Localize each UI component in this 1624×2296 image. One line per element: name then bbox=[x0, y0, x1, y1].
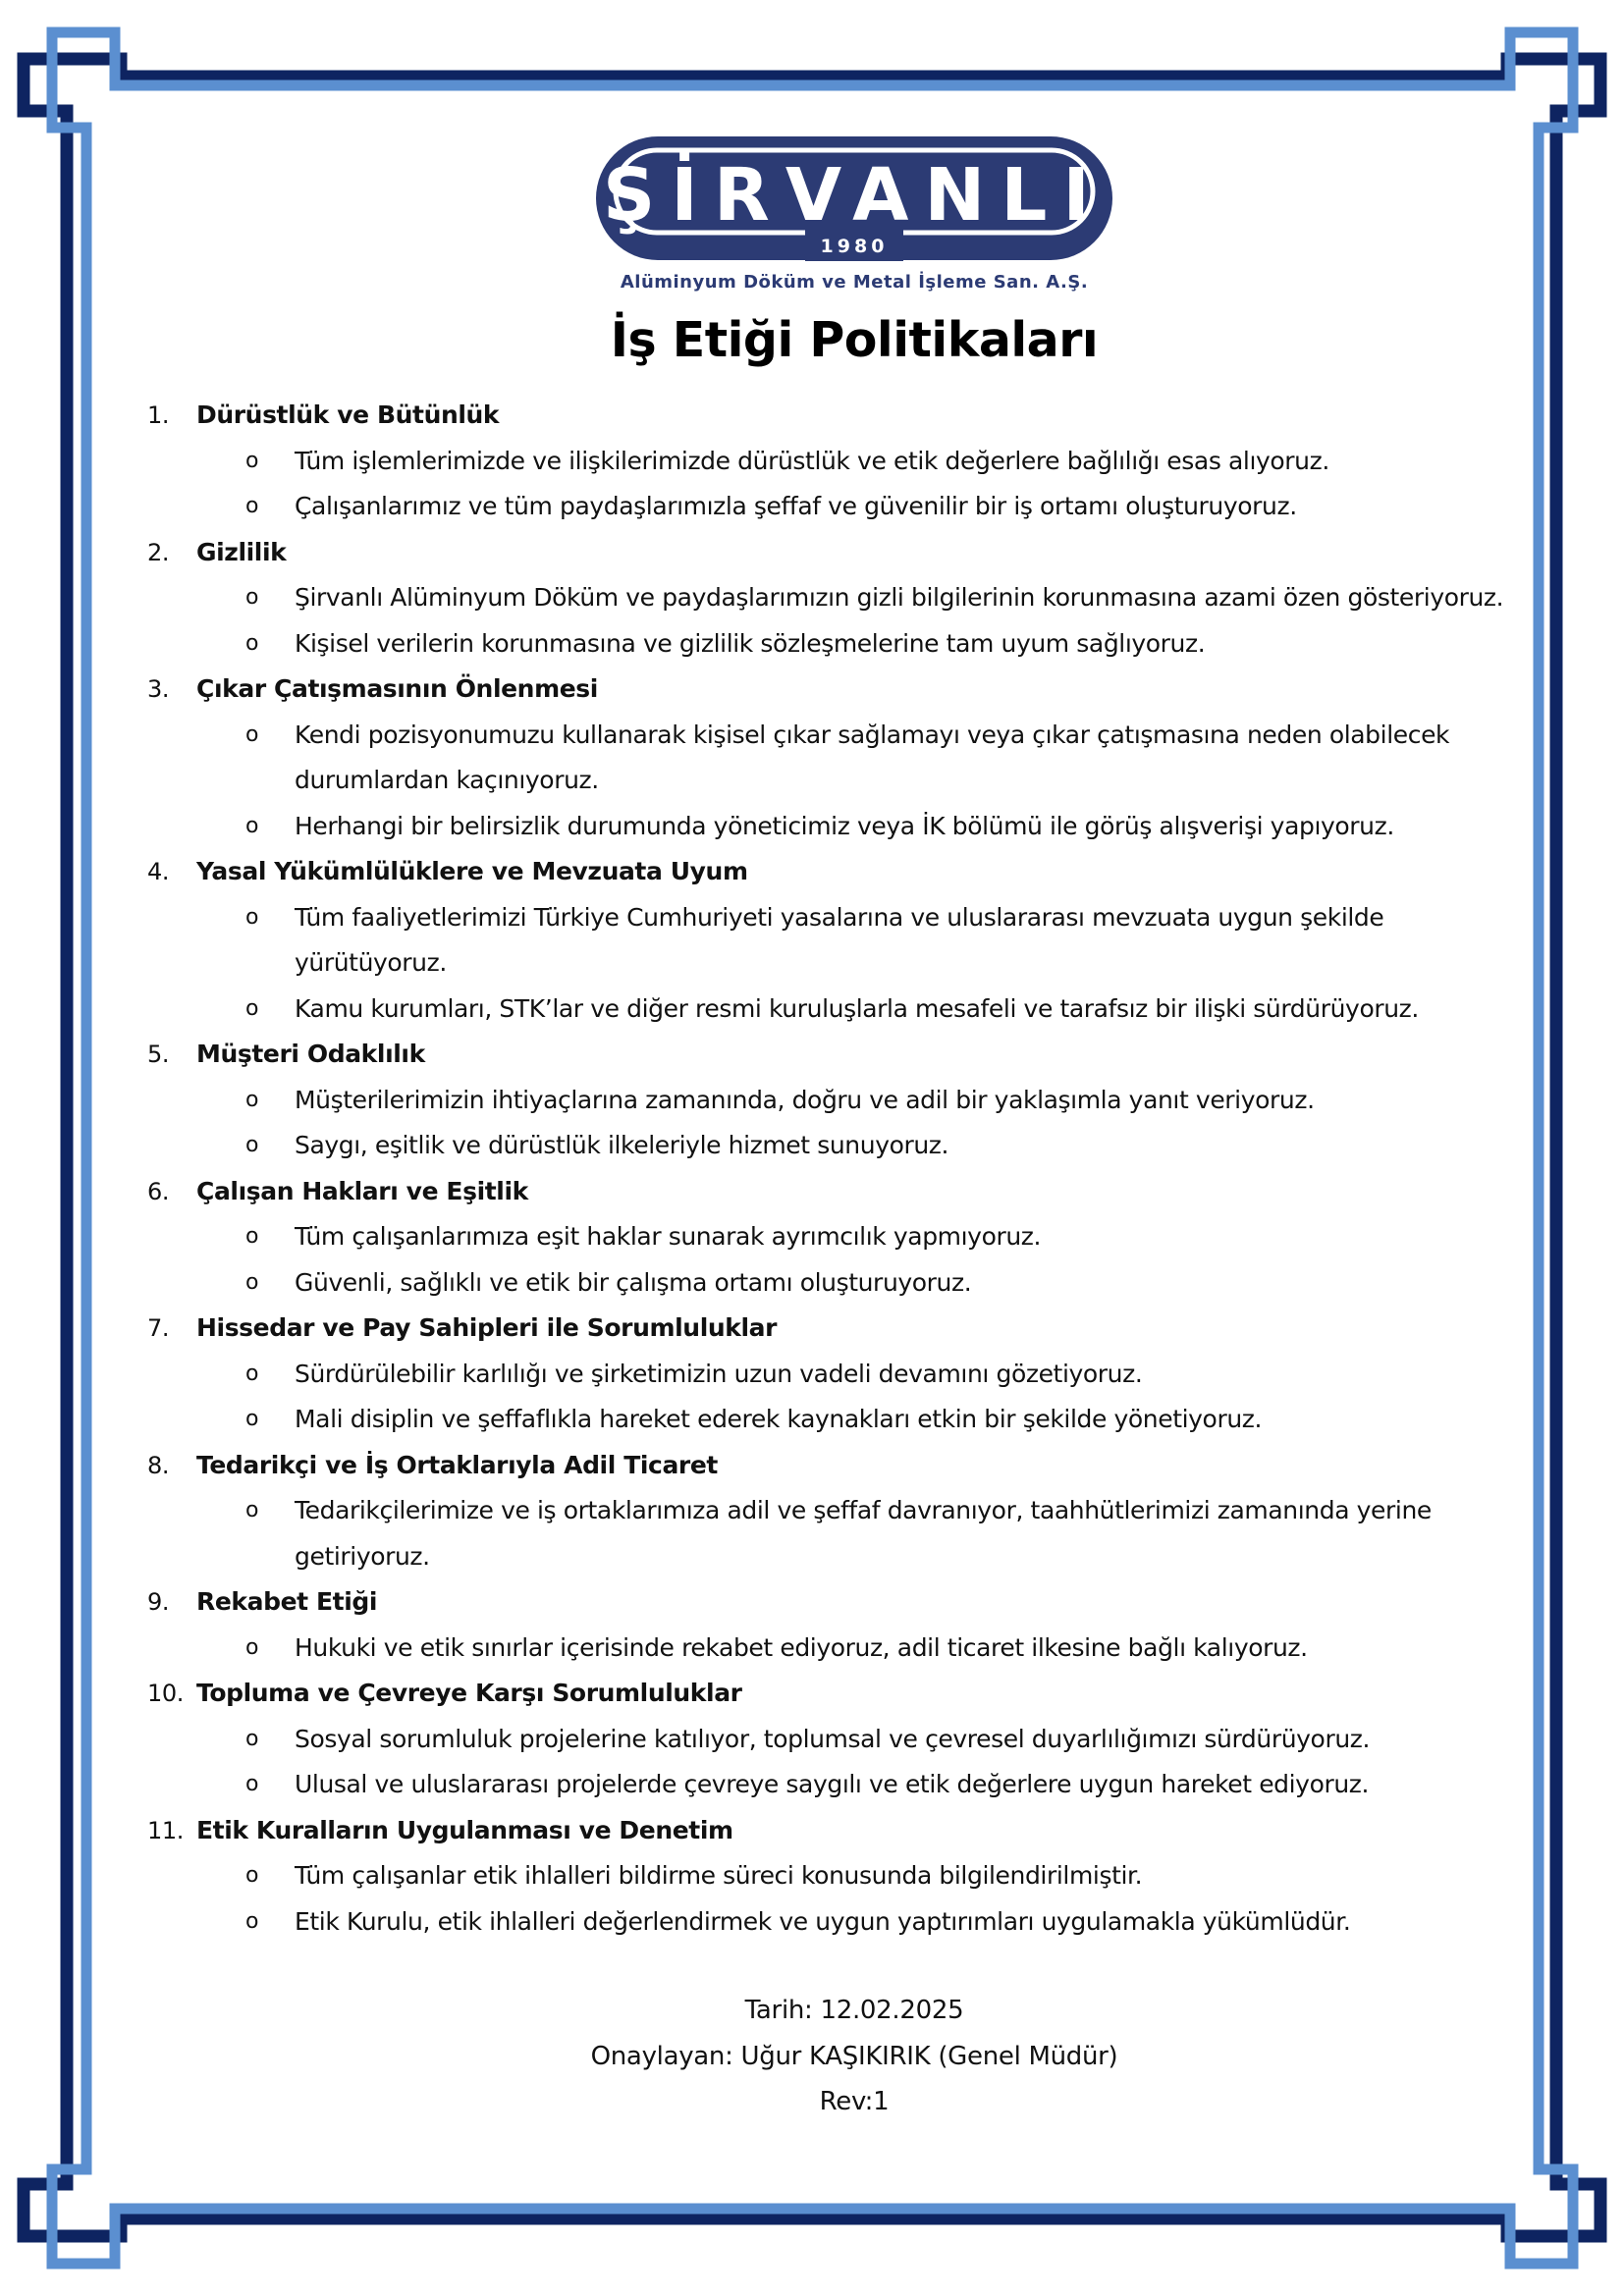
section-heading bbox=[0, 849, 1624, 895]
policy-section bbox=[0, 849, 1624, 1032]
hollow-bullet-icon: o bbox=[245, 1361, 259, 1386]
hollow-bullet-icon: o bbox=[245, 1269, 259, 1295]
section-items bbox=[0, 1853, 1624, 1945]
policy-section bbox=[0, 393, 1624, 530]
section-title: Dürüstlük ve Bütünlük bbox=[196, 400, 500, 429]
footer-revision: Rev:1 bbox=[819, 2087, 890, 2116]
list-item bbox=[0, 1717, 1624, 1763]
page-title: İş Etiği Politikaları bbox=[610, 312, 1099, 368]
list-item-text: Tüm işlemlerimizde ve ilişkilerimizde dürüstlük ve etik değerlere bağlılığı esas alıyoruz. bbox=[295, 446, 1329, 475]
section-number: 6. bbox=[147, 1177, 170, 1205]
list-item-text: Çalışanlarımız ve tüm paydaşlarımızla şeffaf ve güvenilir bir iş ortamı oluşturuyoruz. bbox=[295, 492, 1297, 520]
section-heading bbox=[0, 1808, 1624, 1854]
hollow-bullet-icon: o bbox=[245, 721, 259, 747]
logo-year: 1980 bbox=[820, 236, 889, 257]
list-item-text: Güvenli, sağlıklı ve etik bir çalışma ortamı oluşturuyoruz. bbox=[295, 1267, 972, 1297]
list-item bbox=[0, 1762, 1624, 1808]
list-item-text: Sürdürülebilir karlılığı ve şirketimizin uzun vadeli devamını gözetiyoruz. bbox=[295, 1359, 1143, 1388]
section-items bbox=[0, 895, 1624, 1033]
hollow-bullet-icon: o bbox=[245, 1407, 259, 1431]
section-title: Tedarikçi ve İş Ortaklarıyla Adil Ticaret bbox=[196, 1450, 718, 1479]
list-item bbox=[0, 804, 1624, 850]
list-item-text: Şirvanlı Alüminyum Döküm ve paydaşlarımızın gizli bilgilerinin korunmasına azami özen gösteriyoruz. bbox=[295, 583, 1504, 612]
footer-approved-by: Onaylayan: Uğur KAŞIKIRIK (Genel Müdür) bbox=[590, 2041, 1118, 2071]
section-number: 4. bbox=[147, 858, 170, 885]
hollow-bullet-icon: o bbox=[245, 995, 259, 1021]
list-item bbox=[0, 575, 1624, 621]
list-item-text: Mali disiplin ve şeffaflıkla hareket ederek kaynakları etkin bir şekilde yönetiyoruz. bbox=[295, 1405, 1263, 1433]
section-heading bbox=[0, 1032, 1624, 1078]
policy-section bbox=[0, 667, 1624, 849]
hollow-bullet-icon: o bbox=[245, 1133, 259, 1157]
footer-date: Tarih: 12.02.2025 bbox=[744, 1996, 964, 2025]
section-items bbox=[0, 439, 1624, 530]
hollow-bullet-icon: o bbox=[245, 1908, 259, 1934]
section-title: Hissedar ve Pay Sahipleri ile Sorumluluklar bbox=[196, 1313, 778, 1342]
policy-section bbox=[0, 1579, 1624, 1671]
section-items bbox=[0, 1717, 1624, 1808]
section-items bbox=[0, 1488, 1624, 1579]
logo-tagline: Alüminyum Döküm ve Metal İşleme San. A.Ş. bbox=[620, 272, 1089, 293]
hollow-bullet-icon: o bbox=[245, 904, 259, 930]
section-heading bbox=[0, 1579, 1624, 1626]
list-item-text: Etik Kurulu, etik ihlalleri değerlendirmek ve uygun yaptırımları uygulamakla yükümlüdür. bbox=[295, 1906, 1351, 1936]
section-heading bbox=[0, 1306, 1624, 1352]
section-title: Topluma ve Çevreye Karşı Sorumluluklar bbox=[196, 1679, 742, 1707]
section-title: Çıkar Çatışmasının Önlenmesi bbox=[196, 674, 598, 703]
policy-list bbox=[0, 393, 1624, 1945]
list-item bbox=[0, 1853, 1624, 1899]
list-item bbox=[0, 1397, 1624, 1443]
list-item-text: Kamu kurumları, STK’lar ve diğer resmi kuruluşlarla mesafeli ve tarafsız bir ilişki sürdürüyoruz. bbox=[295, 993, 1419, 1023]
list-item bbox=[0, 1214, 1624, 1260]
policy-section bbox=[0, 1032, 1624, 1169]
section-number: 3. bbox=[147, 675, 170, 703]
section-number: 8. bbox=[147, 1451, 170, 1479]
list-item-text: Hukuki ve etik sınırlar içerisinde rekabet ediyoruz, adil ticaret ilkesine bağlı kalıyoruz. bbox=[295, 1632, 1308, 1662]
section-title: Rekabet Etiği bbox=[196, 1587, 378, 1616]
hollow-bullet-icon: o bbox=[245, 630, 259, 656]
section-number: 7. bbox=[147, 1314, 170, 1342]
policy-section bbox=[0, 1671, 1624, 1808]
section-heading bbox=[0, 1443, 1624, 1489]
policy-section bbox=[0, 1169, 1624, 1307]
section-items bbox=[0, 713, 1624, 850]
hollow-bullet-icon: o bbox=[245, 494, 259, 518]
section-title: Yasal Yükümlülüklere ve Mevzuata Uyum bbox=[196, 857, 748, 885]
section-title: Müşteri Odaklılık bbox=[196, 1040, 425, 1068]
section-heading bbox=[0, 393, 1624, 439]
list-item-text: Saygı, eşitlik ve dürüstlük ilkeleriyle hizmet sunuyoruz. bbox=[295, 1131, 949, 1159]
policy-section bbox=[0, 1443, 1624, 1580]
list-item-text: Tüm faaliyetlerimizi Türkiye Cumhuriyeti yasalarına ve uluslararası mevzuata uygun şekilde yürütüyoruz. bbox=[295, 902, 1384, 977]
hollow-bullet-icon: o bbox=[245, 813, 259, 838]
hollow-bullet-icon: o bbox=[245, 1224, 259, 1249]
section-items bbox=[0, 1214, 1624, 1306]
section-title: Gizlilik bbox=[196, 537, 287, 566]
section-items bbox=[0, 1352, 1624, 1443]
section-items bbox=[0, 1078, 1624, 1169]
section-number: 2. bbox=[147, 538, 170, 566]
list-item bbox=[0, 713, 1624, 804]
section-items bbox=[0, 575, 1624, 667]
hollow-bullet-icon: o bbox=[245, 1726, 259, 1751]
hollow-bullet-icon: o bbox=[245, 448, 259, 473]
list-item bbox=[0, 439, 1624, 485]
list-item bbox=[0, 987, 1624, 1033]
list-item bbox=[0, 1078, 1624, 1124]
policy-section bbox=[0, 530, 1624, 667]
list-item bbox=[0, 621, 1624, 667]
list-item bbox=[0, 895, 1624, 987]
list-item-text: Ulusal ve uluslararası projelerde çevreye saygılı ve etik değerlere uygun hareket ediyoruz. bbox=[295, 1770, 1370, 1798]
hollow-bullet-icon: o bbox=[245, 585, 259, 610]
section-number: 1. bbox=[147, 401, 170, 429]
list-item-text: Sosyal sorumluluk projelerine katılıyor, toplumsal ve çevresel duyarlılığımızı sürdürüyoruz. bbox=[295, 1724, 1371, 1753]
list-item bbox=[0, 1352, 1624, 1398]
section-title: Çalışan Hakları ve Eşitlik bbox=[196, 1176, 528, 1205]
list-item-text: Tüm çalışanlarımıza eşit haklar sunarak ayrımcılık yapmıyoruz. bbox=[295, 1222, 1042, 1251]
list-item-text: Müşterilerimizin ihtiyaçlarına zamanında, doğru ve adil bir yaklaşımla yanıt veriyoruz. bbox=[295, 1085, 1315, 1114]
section-items bbox=[0, 1626, 1624, 1672]
hollow-bullet-icon: o bbox=[245, 1772, 259, 1796]
section-title: Etik Kuralların Uygulanması ve Denetim bbox=[196, 1815, 733, 1844]
hollow-bullet-icon: o bbox=[245, 1498, 259, 1522]
list-item-text: Herhangi bir belirsizlik durumunda yöneticimiz veya İK bölümü ile görüş alışverişi yapıyoruz. bbox=[295, 811, 1394, 840]
document-footer bbox=[0, 1988, 1624, 2125]
list-item-text: Tüm çalışanlar etik ihlalleri bildirme süreci konusunda bilgilendirilmiştir. bbox=[295, 1861, 1143, 1890]
list-item bbox=[0, 1626, 1624, 1672]
list-item bbox=[0, 1123, 1624, 1169]
section-heading bbox=[0, 1671, 1624, 1717]
logo-wordmark: ŞİRVANLI bbox=[603, 153, 1106, 238]
section-number: 5. bbox=[147, 1041, 170, 1068]
section-heading bbox=[0, 530, 1624, 576]
section-heading bbox=[0, 1169, 1624, 1215]
list-item-text: Tedarikçilerimize ve iş ortaklarımıza adil ve şeffaf davranıyor, taahhütlerimizi zamanında yerine getiriyoruz. bbox=[295, 1496, 1432, 1571]
section-number: 11. bbox=[147, 1816, 184, 1844]
section-number: 9. bbox=[147, 1588, 170, 1616]
list-item bbox=[0, 484, 1624, 530]
list-item bbox=[0, 1899, 1624, 1946]
policy-section bbox=[0, 1306, 1624, 1443]
section-number: 10. bbox=[147, 1680, 184, 1707]
hollow-bullet-icon: o bbox=[245, 1634, 259, 1660]
list-item bbox=[0, 1488, 1624, 1579]
company-logo bbox=[594, 134, 1114, 301]
hollow-bullet-icon: o bbox=[245, 1863, 259, 1888]
hollow-bullet-icon: o bbox=[245, 1087, 259, 1112]
list-item bbox=[0, 1260, 1624, 1307]
section-heading bbox=[0, 667, 1624, 713]
list-item-text: Kendi pozisyonumuzu kullanarak kişisel çıkar sağlamayı veya çıkar çatışmasına neden olabilecek durumlardan kaçınıyoruz. bbox=[295, 720, 1450, 794]
policy-section bbox=[0, 1808, 1624, 1946]
list-item-text: Kişisel verilerin korunmasına ve gizlilik sözleşmelerine tam uyum sağlıyoruz. bbox=[295, 628, 1206, 658]
